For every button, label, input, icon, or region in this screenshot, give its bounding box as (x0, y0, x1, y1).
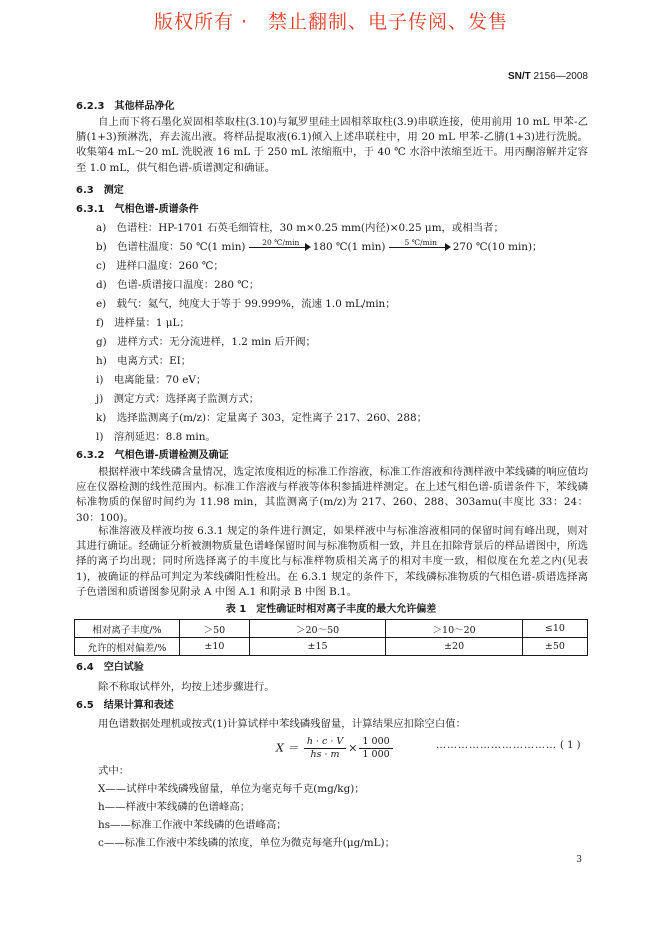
page-number: 3 (576, 855, 582, 865)
definition-item: X——试样中苯线磷残留量，单位为毫克每千克(mg/kg)； (98, 783, 365, 795)
heading-6-3-1: 6.3.1 气相色谱-质谱条件 (76, 204, 199, 215)
item-i: i) 电离能量：70 eV； (96, 374, 207, 386)
standard-code (508, 71, 588, 82)
formula-denominator: hs · m (310, 749, 340, 760)
item-f: f) 进样量：1 μL； (96, 317, 190, 329)
paragraph-6-5: 用色谱数据处理机或按式(1)计算试样中苯线磷残留量，计算结果应扣除空白值： (98, 718, 466, 730)
formula-leader-dots: …………………………… (436, 740, 557, 751)
item-b-mid: 180 ℃(1 min) (312, 241, 386, 253)
table-1 (74, 619, 588, 656)
formula-numerator: h · c · V (304, 736, 346, 749)
formula-unit-numerator: 1 000 (359, 736, 392, 749)
table-row (75, 638, 588, 656)
table-cell: ±20 (386, 638, 523, 656)
definition-item: h——样液中苯线磷的色谱峰高； (98, 801, 251, 813)
table-cell: 允许的相对偏差/% (75, 638, 180, 656)
table-cell: ＞10～20 (386, 620, 523, 638)
definition-item: hs——标准工作液中苯线磷的色谱峰高； (98, 819, 287, 831)
table-cell: ±50 (522, 638, 587, 656)
table-cell: ＞20～50 (249, 620, 386, 638)
ramp-rate-2: 5 ℃/min (404, 238, 437, 247)
heading-6-3: 6.3 测定 (76, 185, 124, 196)
table-cell: ±10 (180, 638, 250, 656)
where-label: 式中： (98, 765, 130, 777)
paragraph-6-3-2-1: 根据样液中苯线磷含量情况，选定浓度相近的标准工作溶液，标准工作溶液和待测样液中苯线磷的响应值均应在仪器检测的线性范围内。标准工作溶液与样液等体积参插进样测定。在上述气相色谱-质谱条件下，苯线磷标准物质的保留时间约为 11.98 min，其监测离子(m/z)为 217、260、288、303amu(丰度比 33：24：30：100)。 (76, 466, 588, 524)
heading-6-3-2: 6.3.2 气相色谱-质谱检测及确证 (76, 450, 229, 461)
paragraph-6-2-3: 自上而下将石墨化炭固相萃取柱(3.10)与氟罗里硅土固相萃取柱(3.9)串联连接，使用前用 10 mL 甲苯-乙腈(1+3)预淋洗，弃去流出液。将样品提取液(6.1)倾入上述串联柱中，用 20 mL 甲苯-乙腈(1+3)进行洗脱。收集第4 mL～20 mL 洗脱液 16 mL 于 250 mL 浓缩瓶中，于 40 ℃ 水浴中浓缩至近干。用丙酮溶解并定容至 1.0 mL，供气相色谱-质谱测定和确证。 (76, 116, 588, 174)
heading-6-5: 6.5 结果计算和表述 (76, 700, 174, 711)
table-cell: 相对离子丰度/% (75, 620, 180, 638)
formula-unit-fraction (359, 736, 392, 761)
standard-number: 2156—2008 (533, 71, 588, 82)
definition-item: c——标准工作液中苯线磷的浓度，单位为微克每毫升(μg/mL)； (98, 837, 395, 849)
table-1-caption: 表 1 定性确证时相对离子丰度的最大允许偏差 (225, 604, 437, 615)
item-k: k) 选择监测离子(m/z)：定量离子 303，定性离子 217、260、288； (96, 412, 428, 424)
item-a: a) 色谱柱：HP-1701 石英毛细管柱，30 m×0.25 mm(内径)×0.25 μm，或相当者； (96, 222, 504, 234)
table-cell: ≤10 (522, 620, 587, 638)
ramp-arrow-2 (389, 240, 453, 254)
item-b (96, 240, 542, 254)
heading-6-2-3: 6.2.3 其他样品净化 (76, 101, 175, 112)
item-g: g) 进样方式：无分流进样，1.2 min 后开阀； (96, 336, 316, 348)
item-b-start: b) 色谱柱温度：50 ℃(1 min) (96, 241, 246, 253)
ramp-arrow-1 (249, 240, 313, 254)
formula-unit-denominator: 1 000 (362, 749, 390, 760)
item-l: l) 溶剂延迟：8.8 min。 (96, 431, 216, 443)
ramp-rate-1: 20 ℃/min (262, 238, 300, 247)
formula-1 (276, 736, 395, 761)
copyright-watermark: 版权所有 · 禁止翻制、电子传阅、发售 (153, 11, 509, 33)
item-h: h) 电离方式：EI； (96, 355, 192, 367)
formula-fraction (304, 736, 346, 761)
table-cell: ±15 (249, 638, 386, 656)
table-cell: ＞50 (180, 620, 250, 638)
formula-times: × (348, 741, 358, 755)
paragraph-6-4: 除不称取试样外，均按上述步骤进行。 (98, 681, 275, 693)
paragraph-6-3-2-2: 标准溶液及样液均按 6.3.1 规定的条件进行测定，如果样液中与标准溶液相同的保留时间有峰出现，则对其进行确证。经确证分析被测物质量色谱峰保留时间与标准物质相一致，并且在扣除背景后的样品谱图中，所选择的离子均出现；同时所选择离子的丰度比与标准样物质相关离子的相对丰度一致，相似度在允差之内(见表 1)，被确证的样品可判定为苯线磷阳性检出。在 6.3.1 规定的条件下，苯线磷标准物质的气相色谱-质谱选择离子色谱图和质谱图参见附录 A 中图 A.1 和附录 B 中图 B.1。 (76, 525, 588, 598)
heading-6-4: 6.4 空白试验 (76, 662, 144, 673)
item-d: d) 色谱-质谱接口温度：280 ℃； (96, 279, 260, 291)
table-row (75, 620, 588, 638)
standard-prefix: SN/T (507, 71, 531, 82)
item-b-end: 270 ℃(10 min)； (452, 241, 543, 253)
item-j: j) 测定方式：选择离子监测方式； (96, 393, 260, 405)
item-e: e) 载气：氦气，纯度大于等于 99.999%，流速 1.0 mL/min； (96, 298, 396, 310)
item-c: c) 进样口温度：260 ℃； (96, 260, 224, 272)
formula-lhs: X ＝ (276, 741, 299, 755)
formula-number: ( 1 ) (560, 740, 581, 751)
